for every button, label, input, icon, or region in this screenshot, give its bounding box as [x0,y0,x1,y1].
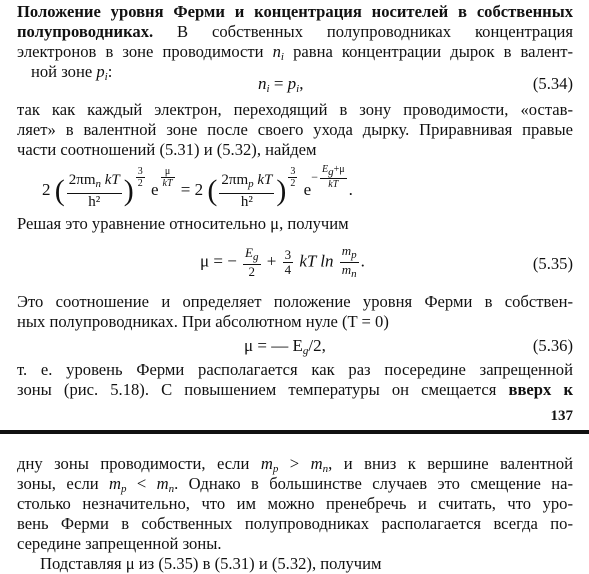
text-line-3: электронов в зоне проводимости $n_i$ равна концентрации дырок в валент- [17,42,573,63]
text-line-12: зоны (рис. 5.18). С повышением температуры он смещается вверх к [17,380,574,399]
text-line-1 [17,2,573,22]
equation-number-5-34: (5.34) [532,74,573,93]
text-line-6: ляет» в валентной зоне после своего ухода дырку. Приравнивая правые [17,120,573,139]
text-line-14: зоны, если $m_p < m_n$. Однако в большинстве случаев это смещение на- [17,474,573,495]
text-line-15: столько незначительно, что им можно пренебречь и считать, что уро- [17,494,573,513]
equation-5-34: $n_i = p_i$, [258,74,304,95]
fraction-1: $\frac{2\pi m_n kT}{\text{h²}}$ [68,171,120,210]
text-line-11: т. е. уровень Ферми располагается как раз посередине запрещенной [17,360,573,379]
equation-number-5-35: (5.35) [532,254,573,273]
text-line-16: вень Ферми в собственных полупроводниках располагается всегда по- [17,514,573,533]
page-number: 137 [550,408,573,424]
text-line-10: ных полупроводниках. При абсолютном нуле (T = 0) [17,312,389,331]
equation-5-36: μ = — $E_g/2$, [244,336,326,357]
text-line-4: ной зоне $p_i$: [31,62,113,83]
equation-5-35: μ = − $\frac{E_g}{2}$ + $\frac{3}{4}$ kT ln $\frac{m_p}{m_n}$ . [200,243,365,280]
text-line-13: дну зоны проводимости, если $m_p > m_n$, и вниз к вершине валентной [17,454,574,475]
equation-equality: 2 ( $\frac{2\pi m_n kT}{\text{h²}}$ ) $\frac{3}{2}$ e $\frac{\mu}{kT}$ = 2 ( $\frac{2\pi m_p kT}{\text{h²}}$ ) $\frac{3}{2}$ e− $\frac{Eg+\mu}{kT}$ . [42,164,353,210]
fraction-2: $\frac{2\pi m_p kT}{\text{h²}}$ [221,171,273,210]
text-line-5: так как каждый электрон, переходящий в зону проводимости, «остав- [17,100,573,119]
page-separator [0,430,589,434]
equation-number-5-36: (5.36) [532,336,573,355]
section-heading-cont: полупроводниках. [17,22,154,41]
lower-page [0,436,589,572]
text-line-9: Это соотношение и определяет положение уровня Ферми в собствен- [17,292,573,311]
text-line-2: полупроводниках. В собственных полупроводниках концентрация [17,22,573,41]
section-heading: Положение уровня Ферми и концентрация носителей в собственных [17,2,573,21]
text-line-7: части соотношений (5.31) и (5.32), найдем [17,140,317,159]
text-line-8: Решая это уравнение относительно μ, получим [17,214,349,233]
text-line-17: середине запрещенной зоны. [17,534,222,553]
text-line-18: Подставляя μ из (5.35) в (5.31) и (5.32), получим [40,554,382,573]
